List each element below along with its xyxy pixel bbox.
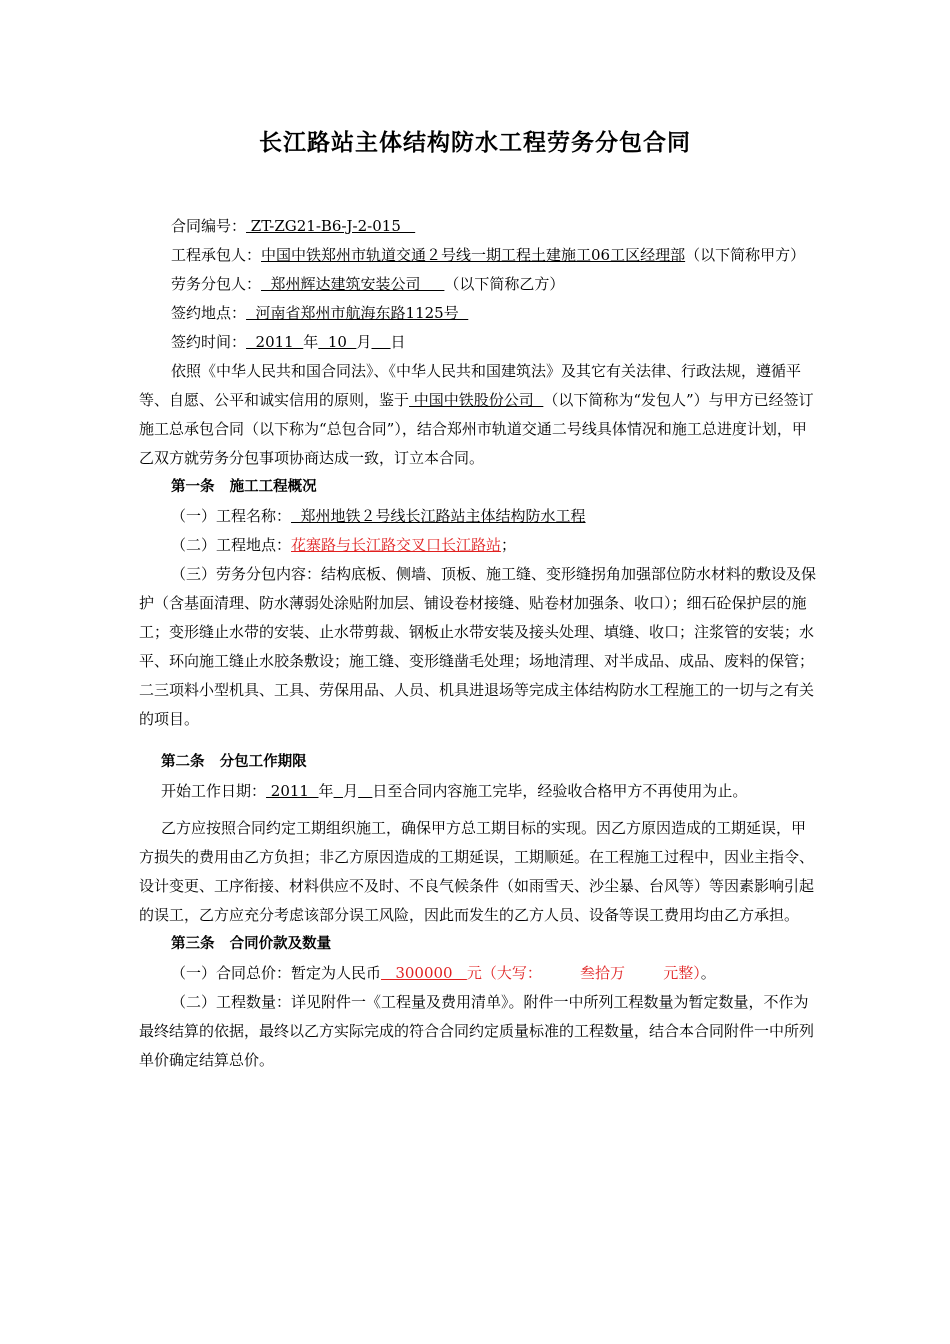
start-month — [334, 782, 344, 800]
party-b-line: 劳务分包人： 郑州辉达建筑安装公司 （以下简称乙方） — [171, 275, 565, 293]
party-a-line: 工程承包人：中国中铁郑州市轨道交通２号线一期工程土建施工06工区经理部（以下简称甲方） — [171, 246, 806, 264]
party-b-name: 郑州辉达建筑安装公司 — [261, 275, 445, 293]
signing-month: 10 — [318, 333, 357, 351]
start-date-paragraph: 开始工作日期： 2011 年 月 日至合同内容施工完毕，经验收合格甲方不再使用为止。 — [161, 782, 748, 800]
intro-paragraph: 依照《中华人民共和国合同法》、《中华人民共和国建筑法》及其它有关法律、行政法规，遵循平等、自愿、公平和诚实信用的原则，鉴于 中国中铁股份公司 （以下简称为“发包人”）与甲方已经签订施工总承包合同（以下称为“总包合同”），结合郑州市轨道交通二号线具体情况和施工总进度计划，甲乙双方就劳务分包事项协商达成一致，订立本合同。 — [139, 362, 814, 467]
project-name: 郑州地铁２号线长江路站主体结构防水工程 — [291, 507, 586, 525]
project-site-line: （二）工程地点：花寨路与长江路交叉口长江路站； — [171, 536, 517, 554]
signing-day — [371, 333, 390, 351]
signing-place: 河南省郑州市航海东路1125号 — [246, 304, 469, 322]
project-name-line: （一）工程名称： 郑州地铁２号线长江路站主体结构防水工程 — [171, 507, 586, 525]
contract-price-line: （一）合同总价：暂定为人民币 300000 元（大写： 叁拾万 元整）。 — [171, 964, 716, 982]
work-scope-paragraph: （三）劳务分包内容：结构底板、侧墙、顶板、施工缝、变形缝拐角加强部位防水材料的敷设及保护（含基面清理、防水薄弱处涂贴附加层、铺设卷材接缝、贴卷材加强条、收口）；细石砼保护层的施工；变形缝止水带的安装、止水带剪裁、钢板止水带安装及接头处理、填缝、收口；注浆管的安装；水平、环向施工缝止水胶条敷设；施工缝、变形缝凿毛处理；场地清理、对半成品、成品、废料的保管；二三项料小型机具、工具、劳保用品、人员、机具进退场等完成主体结构防水工程施工的一切与之有关的项目。 — [139, 565, 817, 728]
project-site: 花寨路与长江路交叉口长江路站 — [291, 536, 502, 554]
document-title: 长江路站主体结构防水工程劳务分包合同 — [259, 130, 691, 156]
start-year: 2011 — [266, 782, 319, 800]
employer-name: 中国中铁股份公司 — [409, 391, 544, 409]
price-amount: 300000 — [381, 964, 467, 982]
article-1-heading: 第一条 施工工程概况 — [171, 479, 317, 495]
signing-date-line: 签约时间： 2011 年 10 月 日 — [171, 333, 406, 351]
article-3-heading: 第三条 合同价款及数量 — [171, 936, 332, 952]
party-a-name: 中国中铁郑州市轨道交通２号线一期工程土建施工06工区经理部 — [261, 246, 686, 264]
contract-number-line: 合同编号： ZT-ZG21-B6-J-2-015 — [171, 217, 416, 235]
article-2-heading: 第二条 分包工作期限 — [161, 754, 307, 770]
quantity-paragraph: （二）工程数量：详见附件一《工程量及费用清单》。附件一中所列工程数量为暂定数量，不作为最终结算的依据，最终以乙方实际完成的符合合同约定质量标准的工程数量，结合本合同附件一中所列单价确定结算总价。 — [139, 993, 815, 1069]
start-day — [358, 782, 372, 800]
document-body — [139, 212, 819, 1075]
signing-year: 2011 — [246, 333, 304, 351]
contract-number: ZT-ZG21-B6-J-2-015 — [246, 217, 416, 235]
schedule-paragraph: 乙方应按照合同约定工期组织施工，确保甲方总工期目标的实现。因乙方原因造成的工期延误，甲方损失的费用由乙方负担；非乙方原因造成的工期延误，工期顺延。在工程施工过程中，因业主指令、设计变更、工序衔接、材料供应不及时、不良气候条件（如雨雪天、沙尘暴、台风等）等因素影响引起的误工，乙方应充分考虑该部分误工风险，因此而发生的乙方人员、设备等误工费用均由乙方承担。 — [139, 819, 815, 924]
signing-place-line: 签约地点： 河南省郑州市航海东路1125号 — [171, 304, 469, 322]
price-in-words: 叁拾万 — [541, 964, 664, 982]
